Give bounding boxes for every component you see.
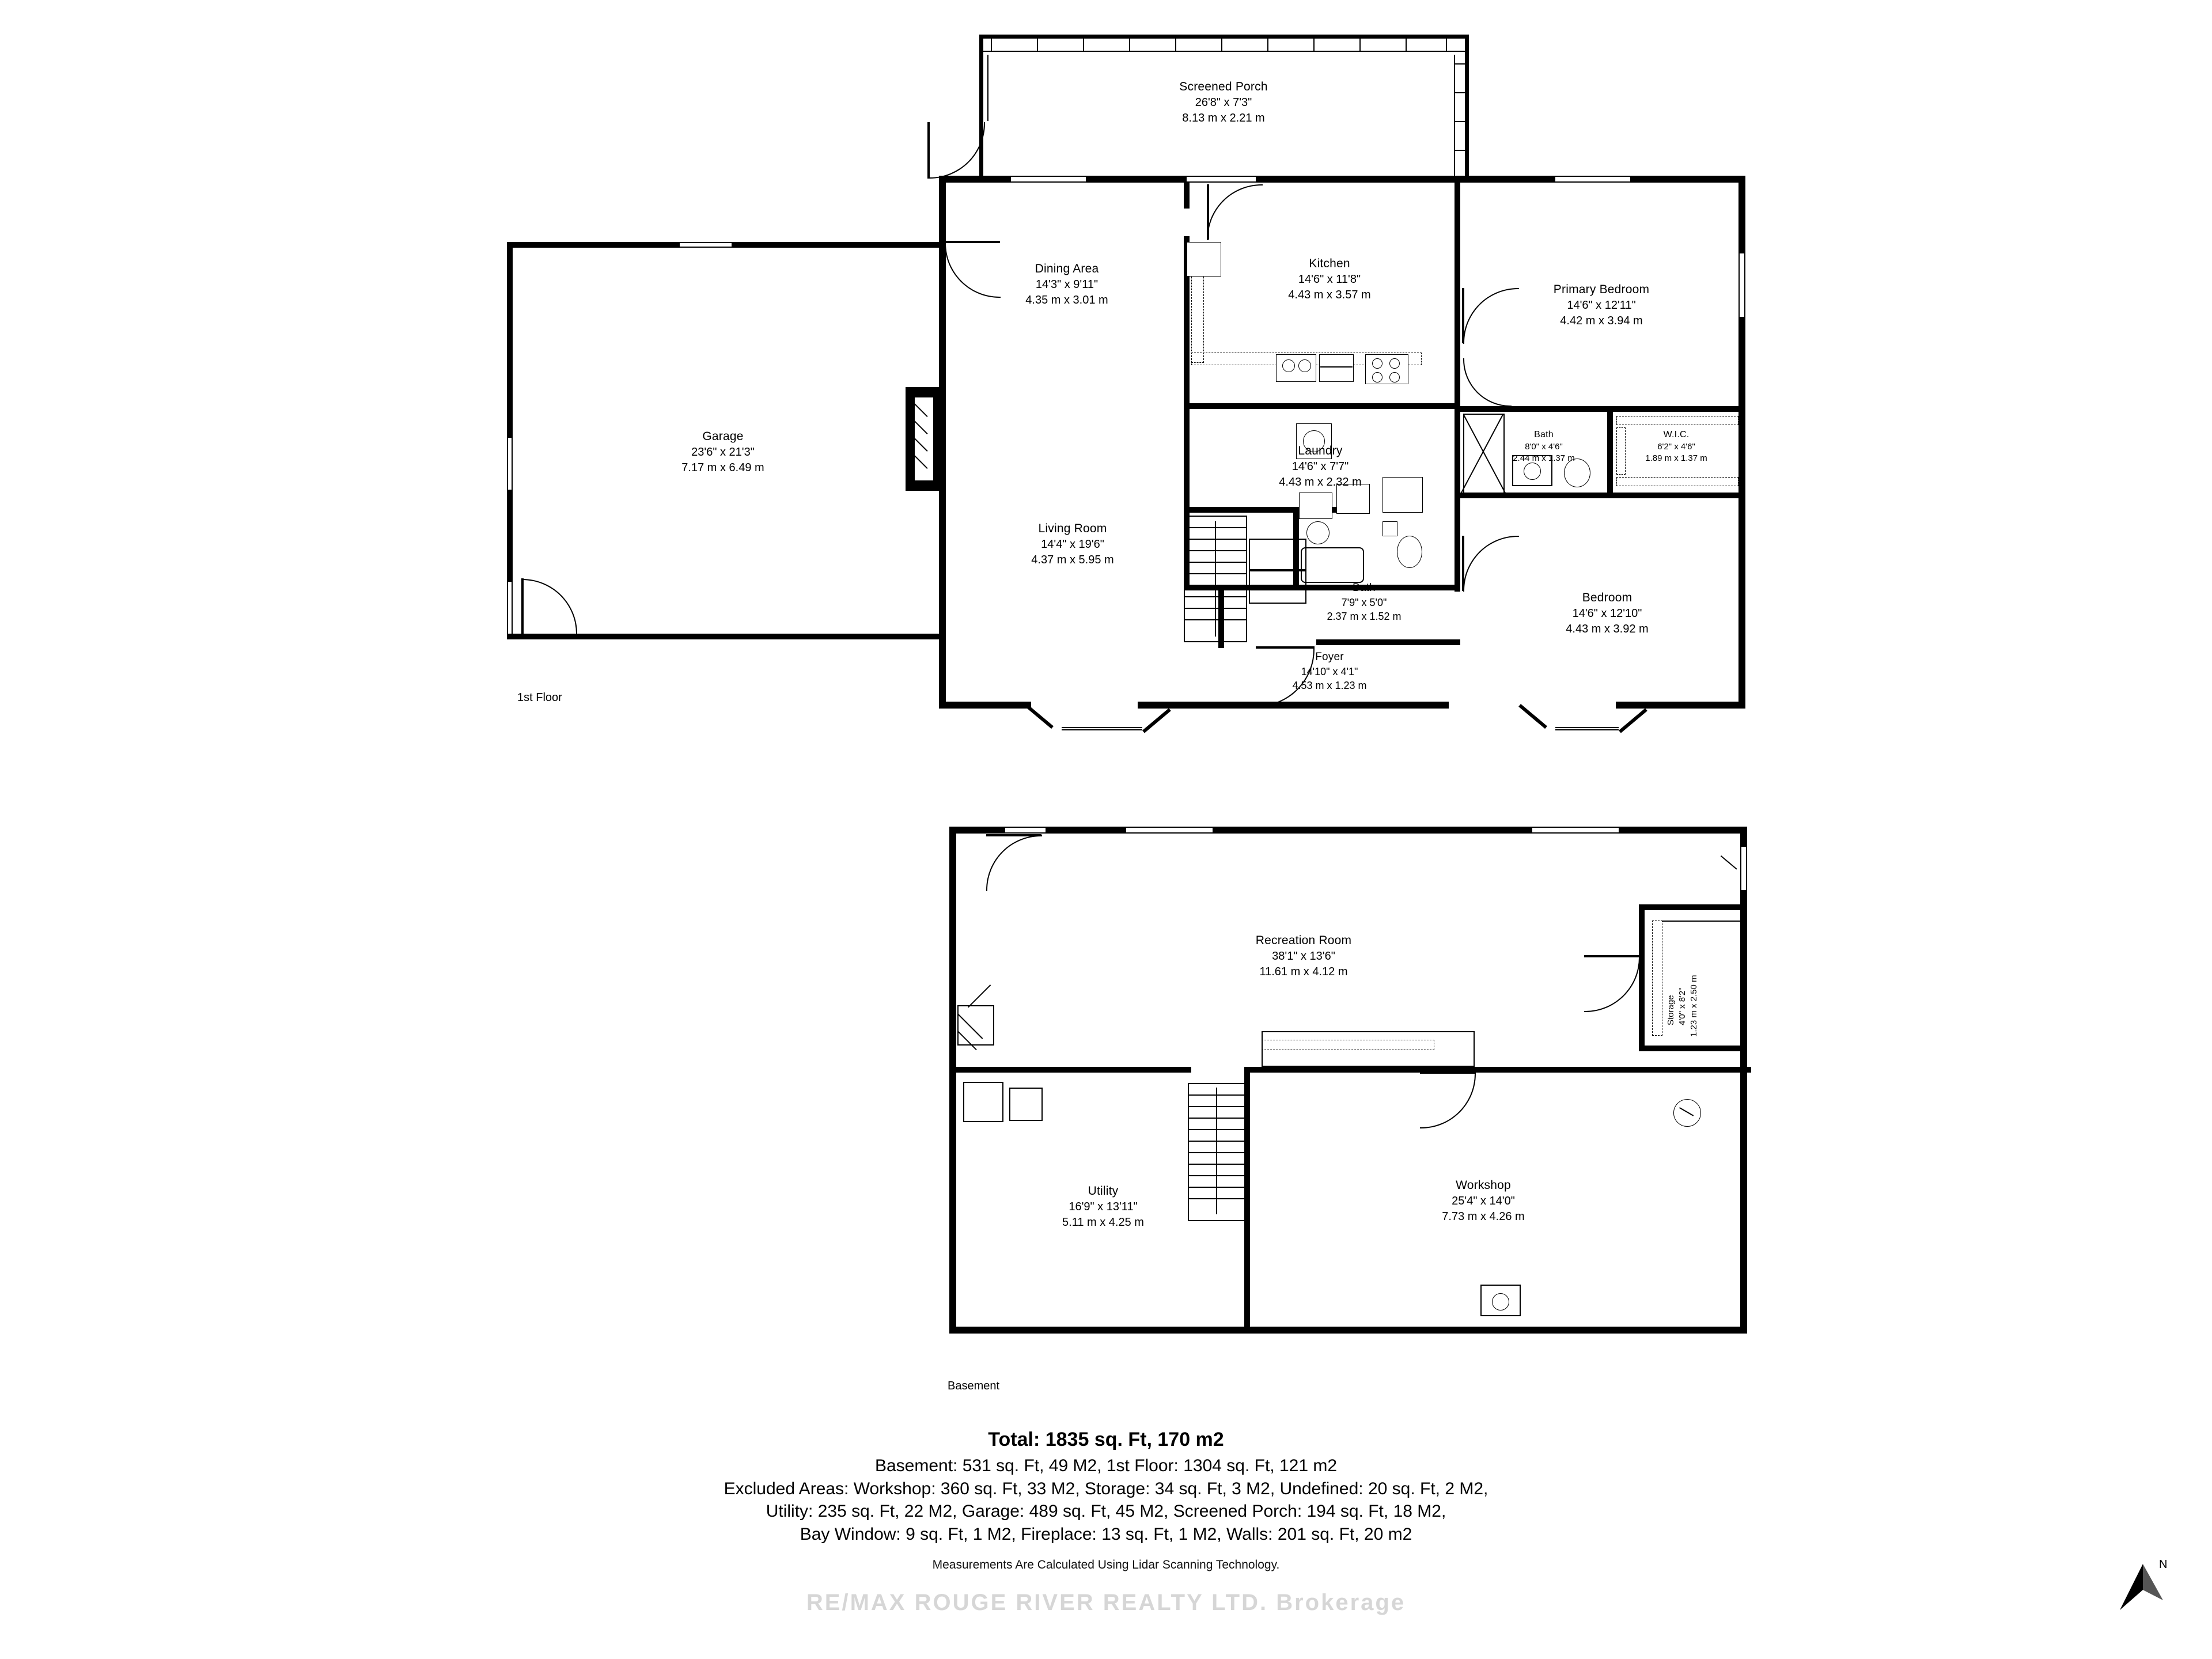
svg-text:N: N: [2159, 1558, 2168, 1571]
room-name: Bedroom: [1582, 590, 1633, 604]
garage-window-top: [680, 242, 732, 248]
kitchen-top-partition: [1184, 183, 1190, 209]
room-label-kitchen: [1288, 256, 1370, 303]
bay-window-right-return: [1619, 708, 1647, 733]
room-dims-metric: 1.89 m x 1.37 m: [1645, 453, 1707, 463]
porch-screen-mullion: [1406, 38, 1407, 51]
bath-door-arc: [1463, 358, 1512, 407]
room-name: Bath: [1534, 429, 1554, 440]
room-name: Foyer: [1315, 650, 1344, 663]
room-dims-imperial: 8'0" x 4'6": [1525, 441, 1563, 452]
house-wall-bottom-mid: [1138, 702, 1449, 709]
recreation-floor-feature: [957, 1005, 994, 1046]
brokerage-watermark: RE/MAX ROUGE RIVER REALTY LTD. Brokerage: [806, 1590, 1406, 1615]
porch-screen-mullion: [1455, 92, 1465, 93]
room-dims-imperial: 14'4" x 19'6": [1041, 538, 1104, 551]
basement-window-right: [1740, 847, 1747, 890]
window-right-primary: [1738, 253, 1745, 317]
room-label-storage-imperial: 4'0" x 8'2": [1677, 987, 1687, 1025]
room-dims-metric: 4.43 m x 2.32 m: [1279, 476, 1362, 489]
room-label-living-room: [1031, 521, 1113, 568]
floor-caption-first: 1st Floor: [517, 691, 562, 704]
kitchen-burner: [1389, 358, 1400, 369]
room-dims-imperial: 23'6" x 21'3": [691, 446, 755, 459]
workshop-sink-bowl: [1492, 1293, 1509, 1310]
kitchen-cabinet: [1187, 242, 1221, 276]
summary-line-3: Utility: 235 sq. Ft, 22 M2, Garage: 489 sq. Ft, 45 M2, Screened Porch: 194 sq. Ft, 18 M2,: [766, 1502, 1446, 1521]
kitchen-burner: [1372, 358, 1382, 369]
bay-window-left-glass: [1062, 727, 1142, 730]
room-dims-metric: 11.61 m x 4.12 m: [1259, 965, 1348, 979]
fireplace-hatch: [914, 396, 934, 482]
storage-door-arc: [1584, 956, 1640, 1012]
porch-screen-band: [983, 51, 1465, 52]
summary-note: Measurements Are Calculated Using Lidar Scanning Technology.: [932, 1558, 1280, 1572]
front-door-leaf: [1256, 646, 1315, 649]
porch-screen-mullion: [1083, 38, 1084, 51]
room-dims-metric: 2.44 m x 1.37 m: [1513, 453, 1575, 463]
porch-screen-band-left: [987, 55, 988, 121]
basement-wall-left-lower: [949, 1071, 956, 1334]
room-dims-imperial: 14'3" x 9'11": [1035, 278, 1099, 291]
room-label-utility: [1062, 1183, 1144, 1230]
room-label-recreation-room: [1256, 933, 1351, 980]
room-dims-metric: 4.42 m x 3.94 m: [1560, 315, 1643, 328]
floor-caption-basement: Basement: [948, 1380, 1000, 1392]
storage-top-wall: [1639, 904, 1747, 910]
wic-shelving-2: [1616, 477, 1738, 486]
room-name: Laundry: [1298, 444, 1343, 457]
storage-door-leaf: [1584, 955, 1639, 957]
utility-equipment-1: [963, 1082, 1003, 1122]
area-summary: [0, 1429, 2212, 1572]
room-name: Garage: [702, 429, 744, 443]
kitchen-range: [1319, 354, 1354, 382]
storage-bottom-wall: [1639, 1046, 1747, 1051]
bay-window-left-return: [1142, 708, 1171, 733]
bath-wic-divider: [1607, 406, 1613, 498]
bay-window-left: [1025, 704, 1054, 729]
wic-shelving-3: [1616, 427, 1626, 475]
window-top-primary: [1555, 176, 1630, 183]
room-dims-imperial: 14'6" x 7'7": [1291, 460, 1349, 474]
room-dims-imperial: 14'10" x 4'1": [1301, 665, 1358, 677]
porch-screen-mullion: [1359, 38, 1361, 51]
storage-shelf: [1652, 921, 1662, 1036]
house-wall-bottom-left: [939, 702, 1031, 709]
room-name: Bath: [1353, 581, 1376, 594]
room-dims-metric: 4.53 m x 1.23 m: [1292, 679, 1367, 691]
porch-screen-mullion: [1455, 63, 1465, 65]
room-label-storage-metric: 1.23 m x 2.50 m: [1689, 975, 1699, 1037]
porch-screen-band-right: [1454, 55, 1455, 176]
room-label-wic: [1645, 429, 1707, 464]
porch-screen-mullion: [1313, 38, 1315, 51]
room-dims-metric: 5.11 m x 4.25 m: [1062, 1216, 1144, 1229]
kitchen-porch-door-leaf: [1207, 184, 1209, 240]
room-dims-metric: 4.43 m x 3.92 m: [1566, 623, 1649, 636]
room-label-bath-main: [1327, 581, 1401, 623]
porch-wall-left: [979, 35, 983, 179]
room-dims-metric: 4.37 m x 5.95 m: [1031, 554, 1114, 567]
porch-door-arc: [929, 122, 985, 179]
garage-window-left: [507, 438, 513, 490]
basement-stair-arrow: [1216, 1088, 1217, 1214]
porch-screen-mullion: [1455, 150, 1465, 151]
basement-wall-left: [949, 827, 956, 1089]
room-dims-metric: 8.13 m x 2.21 m: [1182, 112, 1265, 125]
primary-bedroom-door-arc: [1463, 288, 1519, 344]
compass-icon: [2108, 1555, 2172, 1619]
porch-screen-mullion: [1221, 38, 1222, 51]
utility-equipment-2: [1009, 1088, 1043, 1121]
room-name: Screened Porch: [1179, 79, 1268, 93]
workshop-door-leaf: [1420, 1071, 1475, 1074]
porch-screen-mullion: [1129, 38, 1130, 51]
basement-corner-mark: [1721, 855, 1737, 870]
bath2-left-wall: [1293, 513, 1299, 588]
storage-left-wall: [1639, 904, 1645, 1051]
summary-total: Total: 1835 sq. Ft, 170 m2: [988, 1429, 1224, 1450]
basement-beam: [1262, 1031, 1475, 1067]
house-wall-bottom-right: [1616, 702, 1745, 709]
room-dims-metric: 4.43 m x 3.57 m: [1288, 289, 1371, 302]
room-name: Dining Area: [1035, 262, 1099, 275]
kitchen-range-line: [1320, 366, 1353, 368]
kitchen-burner: [1389, 372, 1400, 382]
bath-wic-top-wall: [1460, 406, 1745, 412]
bath-sink-bowl: [1524, 463, 1541, 480]
room-dims-metric: 7.17 m x 6.49 m: [681, 461, 764, 475]
recreation-door-arc: [986, 835, 1042, 891]
room-dims-imperial: 14'6" x 12'10": [1572, 607, 1642, 620]
porch-screen-mullion: [1267, 38, 1268, 51]
porch-screen-mullion: [1455, 121, 1465, 122]
room-label-bedroom: [1566, 590, 1648, 637]
room-dims-metric: 2.37 m x 1.52 m: [1327, 610, 1402, 622]
basement-wall-bottom: [949, 1327, 1747, 1334]
room-label-dining-area: [1025, 261, 1108, 308]
dining-door-arc: [945, 242, 1001, 298]
room-name: Living Room: [1038, 521, 1107, 535]
foyer-partition: [1316, 639, 1460, 645]
basement-window-top-1: [1005, 827, 1046, 834]
bath2-tub: [1301, 547, 1364, 583]
wic-shelving: [1616, 416, 1738, 425]
room-dims-imperial: 14'6" x 12'11": [1567, 299, 1636, 312]
room-label-screened-porch: [1179, 79, 1267, 126]
room-dims-imperial: 14'6" x 11'8": [1298, 273, 1361, 286]
kitchen-refrigerator: [1365, 354, 1408, 384]
porch-wall-top: [979, 35, 1469, 39]
summary-line-2: Excluded Areas: Workshop: 360 sq. Ft, 33 M2, Storage: 34 sq. Ft, 3 M2, Undefined: 20 sq. Ft, 2 M2,: [724, 1479, 1488, 1498]
porch-screen-mullion: [1175, 38, 1176, 51]
bay-window-right-glass: [1555, 727, 1619, 730]
porch-screen-mullion: [991, 38, 992, 51]
room-dims-imperial: 7'9" x 5'0": [1341, 596, 1387, 608]
bedroom-door-leaf: [1462, 536, 1464, 591]
stair-direction-arrow: [1215, 521, 1216, 637]
room-dims-imperial: 25'4" x 14'0": [1452, 1195, 1515, 1208]
summary-line-1: Basement: 531 sq. Ft, 49 M2, 1st Floor: 1304 sq. Ft, 121 m2: [874, 1456, 1338, 1475]
room-label-primary-bedroom: [1554, 282, 1649, 329]
primary-bedroom-door-leaf: [1462, 288, 1464, 343]
recreation-feature-hatch: [968, 984, 991, 1007]
room-label-laundry: [1279, 443, 1361, 490]
basement-mid-wall-horiz-2: [1244, 1067, 1751, 1073]
porch-wall-right: [1465, 35, 1469, 179]
room-label-garage: [681, 429, 764, 476]
porch-screen-mullion: [1037, 38, 1038, 51]
room-dims-imperial: 6'2" x 4'6": [1657, 441, 1695, 452]
kitchen-sink-bowl: [1282, 359, 1295, 372]
room-name: Recreation Room: [1255, 933, 1352, 947]
room-label-foyer: [1292, 650, 1366, 692]
kitchen-bottom-wall: [1184, 403, 1460, 409]
room-dims-metric: 7.73 m x 4.26 m: [1442, 1210, 1525, 1224]
room-name: Utility: [1088, 1184, 1119, 1198]
bedroom-door-arc: [1463, 536, 1519, 592]
room-label-storage-name: Storage: [1666, 995, 1676, 1025]
workshop-door-arc: [1420, 1073, 1476, 1128]
window-top-dining: [1011, 176, 1086, 183]
garage-door-arc: [521, 579, 577, 635]
room-label-bath-primary: [1513, 429, 1575, 464]
kitchen-sink-bowl-2: [1298, 359, 1311, 372]
room-name: Kitchen: [1309, 256, 1350, 270]
porch-screen-mullion: [1446, 38, 1447, 51]
hall-wall-right: [1455, 183, 1460, 592]
kitchen-burner: [1372, 372, 1382, 382]
storage-shelf-line: [1662, 921, 1743, 922]
room-dims-metric: 4.35 m x 3.01 m: [1025, 294, 1108, 307]
recreation-door-leaf: [986, 834, 1041, 836]
window-top-kitchen: [1187, 176, 1256, 183]
porch-door-leaf: [927, 122, 930, 179]
basement-wall-top: [949, 827, 1747, 834]
bay-window-right: [1518, 704, 1547, 729]
bath2-sink: [1306, 521, 1330, 544]
summary-line-4: Bay Window: 9 sq. Ft, 1 M2, Fireplace: 13 sq. Ft, 1 M2, Walls: 201 sq. Ft, 20 m2: [800, 1524, 1412, 1544]
basement-wall-right: [1740, 827, 1747, 1334]
basement-window-top-2: [1126, 827, 1213, 834]
room-dims-imperial: 16'9" x 13'11": [1069, 1200, 1138, 1214]
room-name: Workshop: [1456, 1178, 1511, 1192]
room-name: W.I.C.: [1663, 429, 1690, 440]
basement-window-top-3: [1532, 827, 1619, 834]
dining-door-leaf: [945, 241, 1000, 243]
room-dims-imperial: 26'8" x 7'3": [1195, 96, 1252, 109]
laundry-tub: [1299, 493, 1332, 519]
room-dims-imperial: 38'1" x 13'6": [1272, 950, 1335, 963]
bath2-toilet: [1397, 536, 1422, 568]
room-name: Primary Bedroom: [1553, 282, 1650, 296]
basement-mid-wall-horiz: [949, 1067, 1191, 1073]
bath2-vanity: [1382, 521, 1397, 536]
garage-door-leaf: [521, 578, 524, 635]
garage-overhead-door: [507, 582, 513, 634]
room-label-workshop: [1442, 1177, 1524, 1225]
laundry-counter: [1382, 477, 1423, 513]
kitchen-porch-door-arc: [1207, 184, 1263, 240]
